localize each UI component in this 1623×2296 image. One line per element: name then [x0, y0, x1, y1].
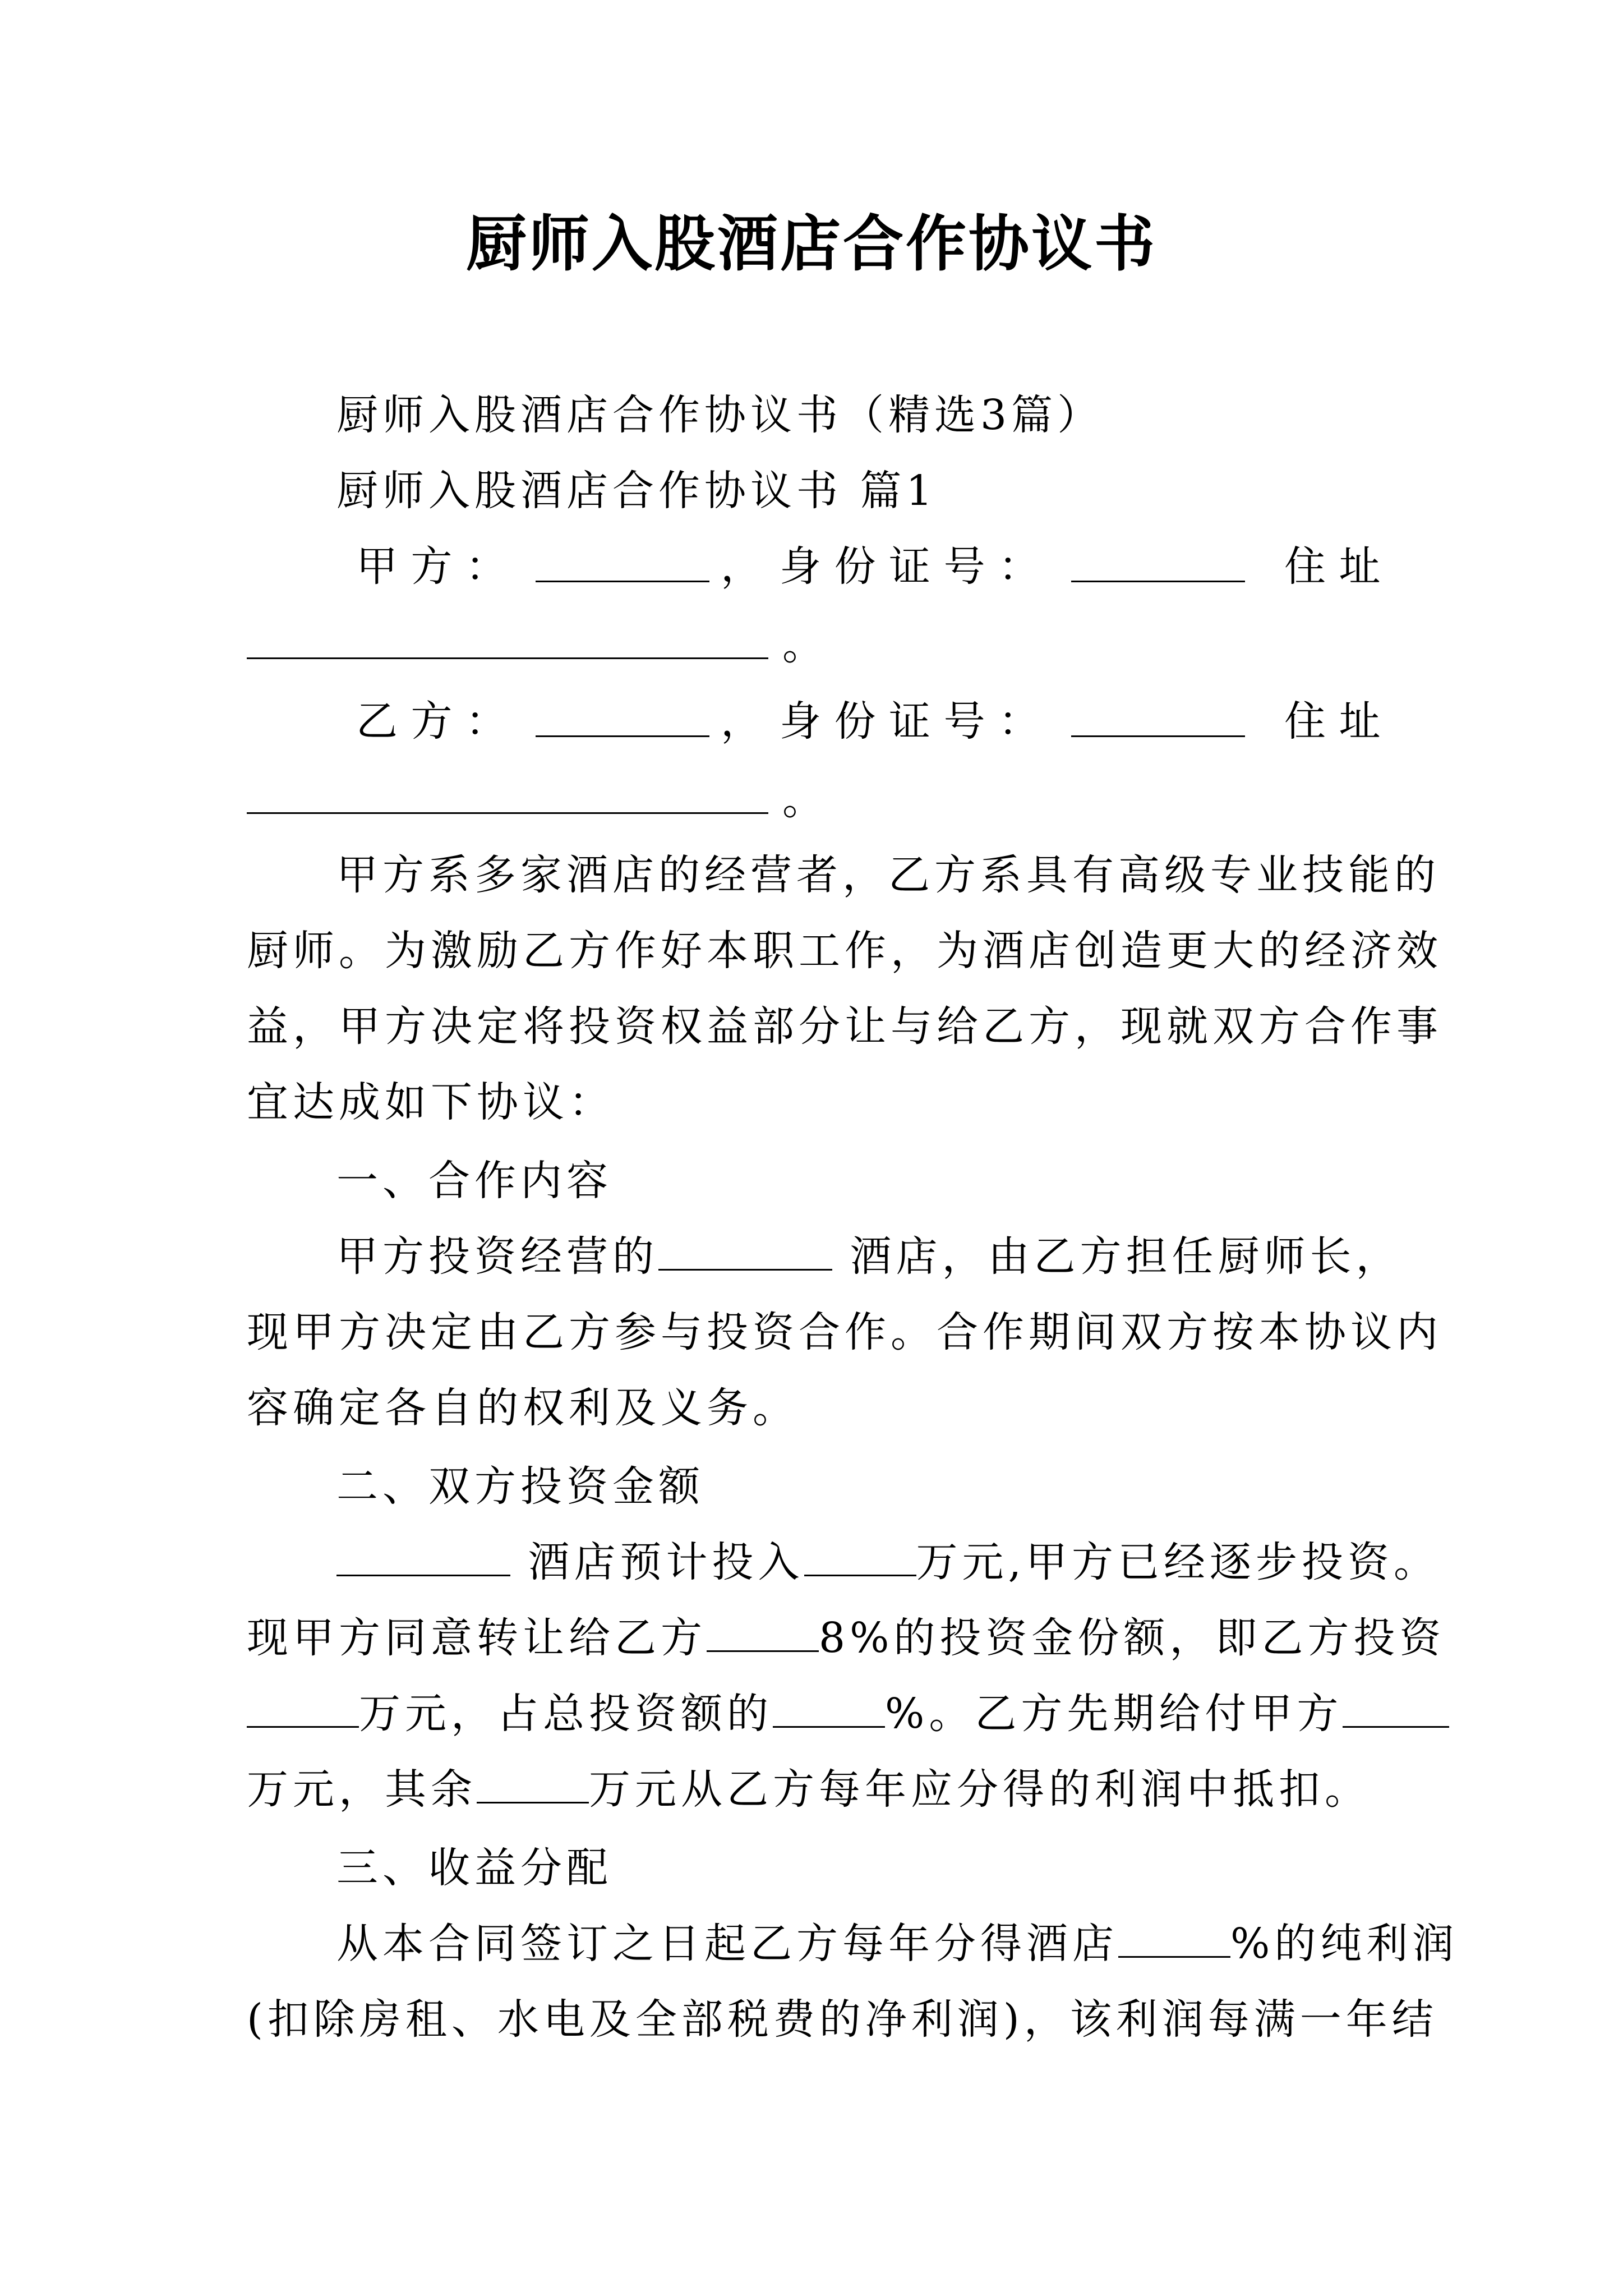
section-2-line-2: [247, 1610, 1446, 1666]
section-3-line-2: (扣除房租、水电及全部税费的净利润)，该利润每满一年结: [247, 1995, 1438, 2044]
section-2-line-4: [247, 1761, 1385, 1818]
section-1-heading: 一、合作内容: [336, 1157, 612, 1205]
party-b-id-blank: [1071, 696, 1245, 737]
intro-line-4: 宜达成如下协议：: [247, 1078, 615, 1126]
profit-share-blank: [1118, 1917, 1230, 1958]
transfer-blank: [707, 1611, 819, 1652]
section-2-line-2-b: 8%的投资金份额，即乙方投资: [819, 1614, 1446, 1662]
party-b-label: 乙 方 ：: [356, 697, 508, 746]
prepay-blank: [1343, 1687, 1449, 1728]
section-3-line-1-a: 从本合同签订之日起乙方每年分得酒店: [336, 1920, 1118, 1968]
party-a-address-label: 住 址: [1284, 542, 1381, 591]
b-investment-blank: [247, 1687, 359, 1728]
document-title: 厨师入股酒店合作协议书: [465, 209, 1157, 279]
party-a-id-label: 身 份 证 号 ：: [780, 542, 1040, 591]
party-b-address-blank: [247, 773, 768, 814]
section-2-heading: 二、双方投资金额: [336, 1462, 704, 1511]
ratio-blank: [773, 1687, 885, 1728]
intro-line-2: 厨师。为激励乙方作好本职工作，为酒店创造更大的经济效: [247, 927, 1442, 975]
party-a-period: 。: [782, 621, 824, 669]
party-b-comma: ，: [721, 697, 762, 746]
section-2-line-3: [247, 1686, 1385, 1742]
party-a-address-blank: [247, 618, 768, 659]
section-2-line-1-a: 酒店预计投入: [510, 1538, 804, 1586]
section-1-line-1-pre: 甲方投资经营的: [336, 1232, 658, 1281]
section-2-line-1-b: 万元,甲方已经逐步投资。: [916, 1538, 1440, 1586]
party-b-name-blank: [536, 696, 709, 737]
party-a-comma: ，: [721, 542, 762, 591]
section-1-line-1-post: 酒店，由乙方担任厨师长，: [832, 1232, 1402, 1281]
section-2-line-3-a: 万元，占总投资额的: [359, 1690, 773, 1738]
intro-line-3: 益，甲方决定将投资权益部分让与给乙方，现就双方合作事: [247, 1002, 1442, 1051]
remainder-blank: [477, 1763, 589, 1803]
section-3-heading: 三、收益分配: [336, 1844, 612, 1892]
article-heading: 厨师入股酒店合作协议书 篇1: [336, 467, 937, 515]
section-3-line-1-b: %的纯利润: [1230, 1920, 1459, 1968]
section-2-line-3-b: %。乙方先期给付甲方: [885, 1690, 1343, 1738]
party-b-period: 。: [782, 776, 824, 824]
section-3-line-1: [336, 1916, 1459, 1972]
party-b-address-label: 住 址: [1284, 697, 1381, 746]
party-a-name-blank: [536, 541, 709, 582]
section-2-line-4-b: 万元从乙方每年应分得的利润中抵扣。: [589, 1765, 1371, 1814]
party-a-id-blank: [1071, 541, 1245, 582]
subtitle: 厨师入股酒店合作协议书（精选3篇）: [336, 391, 1104, 439]
total-investment-blank: [804, 1535, 916, 1576]
party-b-id-label: 身 份 证 号 ：: [780, 697, 1040, 746]
hotel-name-blank: [658, 1230, 832, 1271]
party-a-label: 甲 方 ：: [356, 542, 508, 591]
section-2-line-2-a: 现甲方同意转让给乙方: [247, 1614, 707, 1662]
section-1-line-1: [336, 1228, 1402, 1285]
section-1-line-2: 现甲方决定由乙方参与投资合作。合作期间双方按本协议内: [247, 1308, 1442, 1356]
hotel-blank: [336, 1535, 510, 1576]
section-2-line-4-a: 万元，其余: [247, 1765, 477, 1814]
section-1-line-3: 容确定各自的权利及义务。: [247, 1384, 799, 1432]
intro-line-1: 甲方系多家酒店的经营者，乙方系具有高级专业技能的: [336, 851, 1440, 899]
section-2-line-1: [336, 1534, 1440, 1590]
